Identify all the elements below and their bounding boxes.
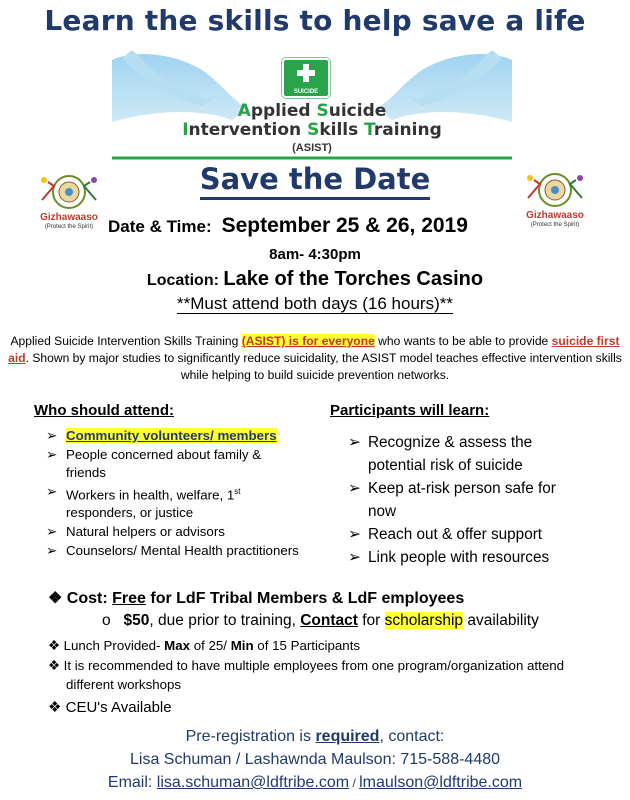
date-time	[108, 214, 468, 238]
email-link-lashawnda[interactable]: lmaulson@ldftribe.com	[359, 774, 523, 791]
asist-highlight: (ASIST) is for everyone	[241, 334, 375, 348]
list-item: ➢ People concerned about family & friends	[46, 447, 262, 480]
email-link-lisa[interactable]: lisa.schuman@ldftribe.com	[156, 774, 350, 791]
who-should-attend-heading: Who should attend:	[34, 402, 174, 419]
suicide-first-aid: suicide first aid	[8, 334, 620, 365]
location-label: Location:	[146, 272, 219, 289]
list-item: ➢ Keep at-risk person safe for now	[348, 477, 578, 523]
scholarship-label: scholarship	[384, 612, 464, 629]
contact-label: Contact	[300, 612, 358, 629]
diamond-bullet-icon: ❖	[48, 658, 64, 673]
plus-icon	[297, 64, 315, 82]
date-value: September 25 & 26, 2019	[221, 214, 468, 237]
badge-label: SUICIDE	[293, 89, 319, 95]
ceu-line: ❖ CEU's Available	[48, 699, 172, 716]
contact-names: Lisa Schuman / Lashawnda Maulson: 715-588-4480	[129, 751, 501, 768]
arrow-bullet-icon: ➢	[46, 447, 58, 462]
arrow-bullet-icon: ➢	[348, 549, 361, 566]
location-value: Lake of the Torches Casino	[223, 268, 484, 290]
price-line: o $50, due prior to training, Contact for scholarship availability	[102, 612, 539, 629]
time-value: 8am- 4:30pm	[269, 246, 361, 263]
banner-title: Applied Suicide Intervention Skills Training	[182, 101, 442, 140]
email-line: Email: lisa.schuman@ldftribe.com / lmaulson@ldftribe.com	[107, 774, 523, 791]
date-time-label: Date & Time:	[108, 217, 212, 236]
pre-registration: Pre-registration is required, contact:	[185, 728, 445, 745]
recommend-line: ❖ It is recommended to have multiple employees from one program/organization attend different workshops	[48, 658, 564, 692]
arrow-bullet-icon: ➢	[348, 434, 361, 451]
intro-paragraph: Applied Suicide Intervention Skills Training (ASIST) is for everyone who wants to be able to provide suicide first aid. Shown by major studies to significantly reduce suicidality, the ASIST model teaches effective intervention skills while helping to build suicide prevention networks.	[8, 334, 622, 382]
list-item: ➢ Counselors/ Mental Health practitioners	[46, 543, 299, 559]
save-the-date-title: Save the Date	[0, 162, 630, 196]
who-should-attend-list	[46, 427, 304, 561]
arrow-bullet-icon: ➢	[46, 484, 58, 499]
circle-bullet-icon: o	[102, 612, 124, 629]
lunch-line: ❖ Lunch Provided- Max of 25/ Min of 15 Participants	[48, 638, 361, 653]
list-item: ➢ Reach out & offer support	[348, 523, 578, 546]
participants-learn-list	[348, 431, 578, 569]
arrow-bullet-icon: ➢	[348, 480, 361, 497]
must-attend-note: **Must attend both days (16 hours)**	[177, 294, 453, 313]
diamond-bullet-icon: ❖	[48, 590, 67, 607]
list-item: ➢ Community volunteers/ members	[46, 428, 277, 443]
list-item: ➢ Natural helpers or advisors	[46, 524, 225, 540]
arrow-bullet-icon: ➢	[46, 428, 58, 443]
location	[0, 268, 630, 291]
suicide-badge	[282, 58, 330, 98]
free-label: Free	[112, 590, 146, 607]
banner-subtitle: (ASIST)	[292, 142, 332, 154]
asist-banner	[112, 50, 512, 162]
list-item: ➢ Link people with resources	[348, 546, 578, 569]
participants-learn-heading: Participants will learn:	[330, 402, 490, 419]
gizhawaaso-logo-right: Gizhawaaso (Protect the Spirit)	[510, 168, 600, 238]
diamond-bullet-icon: ❖	[48, 638, 64, 653]
medicine-wheel-icon	[510, 168, 600, 212]
diamond-bullet-icon: ❖	[48, 699, 66, 716]
list-item: ➢ Recognize & assess the potential risk of suicide	[348, 431, 578, 477]
medicine-wheel-icon	[24, 170, 114, 214]
arrow-bullet-icon: ➢	[46, 543, 58, 559]
headline: Learn the skills to help save a life	[44, 4, 586, 37]
arrow-bullet-icon: ➢	[46, 524, 58, 540]
arrow-bullet-icon: ➢	[348, 526, 361, 543]
list-item: ➢ Workers in health, welfare, 1st responders, or justice	[46, 484, 241, 521]
cost-line: ❖ Cost: Free for LdF Tribal Members & LdF employees	[48, 590, 465, 607]
gizhawaaso-logo-left: Gizhawaaso (Protect the Spirit)	[24, 170, 114, 240]
